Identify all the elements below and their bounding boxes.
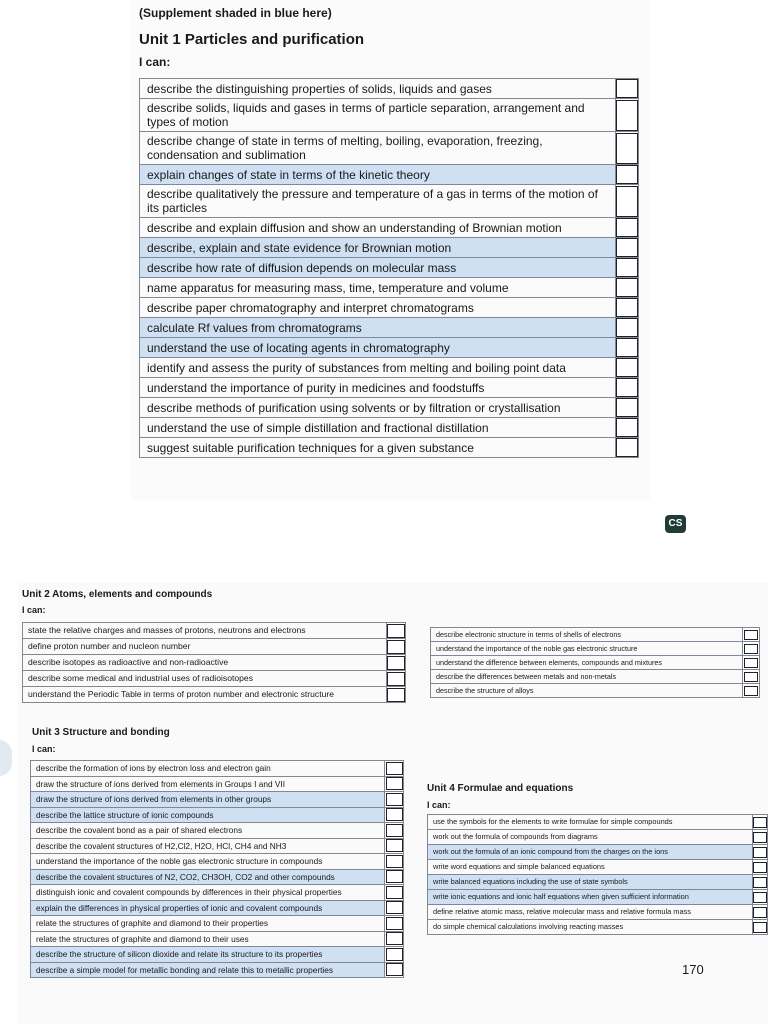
checklist-item-text: explain changes of state in terms of the kinetic theory [140,165,616,185]
tick-box[interactable] [386,932,403,945]
tick-box[interactable] [616,133,638,164]
checklist-row [31,823,404,839]
checklist-row [23,671,406,687]
checklist-box-cell [387,687,406,703]
tick-box[interactable] [387,656,405,670]
checklist-row [23,655,406,671]
tick-box[interactable] [744,630,758,640]
checklist-item-text: draw the structure of ions derived from elements in Groups I and VII [31,776,385,792]
tick-box[interactable] [744,686,758,696]
tick-box[interactable] [616,238,638,257]
tick-box[interactable] [744,658,758,668]
checklist-box-cell [385,869,404,885]
checklist-item-text: state the relative charges and masses of protons, neutrons and electrons [23,623,387,639]
tick-box[interactable] [386,948,403,961]
checklist-item-text: describe electronic structure in terms of shells of electrons [431,628,743,642]
checklist-box-cell [616,418,639,438]
checklist-row [23,639,406,655]
checklist-row [140,418,639,438]
checklist-item-text: relate the structures of graphite and diamond to their uses [31,931,385,947]
tick-box[interactable] [386,793,403,806]
checklist-row [140,358,639,378]
checklist-box-cell [387,655,406,671]
checklist-item-text: distinguish ionic and covalent compounds by differences in their physical properties [31,885,385,901]
checklist-item-text: write ionic equations and ionic half equations when given sufficient information [428,890,753,905]
checklist-box-cell [743,684,760,698]
checklist-row [140,132,639,165]
tick-box[interactable] [387,688,405,702]
checklist-item-text: understand the importance of the noble gas electronic structure [431,642,743,656]
tick-box[interactable] [744,644,758,654]
unit3-title: Unit 3 Structure and bonding [32,727,170,738]
checklist-item-text: name apparatus for measuring mass, time, temperature and volume [140,278,616,298]
tick-box[interactable] [616,318,638,337]
checklist-box-cell [616,438,639,458]
checklist-row [431,670,760,684]
checklist-item-text: understand the importance of the noble gas electronic structure in compounds [31,854,385,870]
checklist-row [140,338,639,358]
checklist-item-text: understand the importance of purity in medicines and foodstuffs [140,378,616,398]
unit1-checklist [139,78,639,458]
checklist-row [431,642,760,656]
unit3-checklist [30,760,404,978]
unit2-checklist-continued [430,627,760,698]
checklist-row [140,185,639,218]
checklist-row [140,238,639,258]
checklist-box-cell [387,639,406,655]
checklist-box-cell [616,165,639,185]
checklist-item-text: describe methods of purification using solvents or by filtration or crystallisation [140,398,616,418]
checklist-box-cell [743,628,760,642]
checklist-item-text: describe a simple model for metallic bonding and relate this to metallic properties [31,962,385,978]
checklist-row [140,298,639,318]
checklist-item-text: use the symbols for the elements to write formulae for simple compounds [428,815,753,830]
checklist-box-cell [385,962,404,978]
checklist-item-text: describe, explain and state evidence for Brownian motion [140,238,616,258]
checklist-item-text: describe the covalent structures of N2, CO2, CH3OH, CO2 and other compounds [31,869,385,885]
checklist-item-text: describe solids, liquids and gases in terms of particle separation, arrangement and types of motion [140,99,616,132]
checklist-box-cell [616,218,639,238]
tick-box[interactable] [386,901,403,914]
checklist-row [140,258,639,278]
unit2-checklist [22,622,406,703]
checklist-row [431,628,760,642]
checklist-item-text: describe how rate of diffusion depends on molecular mass [140,258,616,278]
checklist-item-text: understand the Periodic Table in terms of proton number and electronic structure [23,687,387,703]
tick-box[interactable] [616,378,638,397]
tick-box[interactable] [616,358,638,377]
tick-box[interactable] [616,218,638,237]
checklist-row [140,79,639,99]
tick-box[interactable] [387,672,405,686]
checklist-item-text: describe the formation of ions by electron loss and electron gain [31,761,385,777]
checklist-item-text: draw the structure of ions derived from elements in other groups [31,792,385,808]
checklist-box-cell [385,947,404,963]
tick-box[interactable] [386,808,403,821]
checklist-box-cell [385,823,404,839]
tick-box[interactable] [616,338,638,357]
checklist-row [140,278,639,298]
checklist-item-text: write balanced equations including the use of state symbols [428,875,753,890]
tick-box[interactable] [386,855,403,868]
checklist-item-text: describe the covalent bond as a pair of shared electrons [31,823,385,839]
checklist-box-cell [616,185,639,218]
checklist-row [428,815,768,830]
checklist-item-text: describe qualitatively the pressure and temperature of a gas in terms of the motion of its particles [140,185,616,218]
tick-box[interactable] [753,907,767,918]
checklist-row [31,792,404,808]
checklist-box-cell [753,875,768,890]
checklist-item-text: describe isotopes as radioactive and non-radioactive [23,655,387,671]
checklist-box-cell [753,830,768,845]
checklist-item-text: describe change of state in terms of melting, boiling, evaporation, freezing, condensation and sublimation [140,132,616,165]
tick-box[interactable] [386,777,403,790]
checklist-item-text: understand the use of locating agents in chromatography [140,338,616,358]
page-edge-tab [0,740,12,776]
checklist-row [31,931,404,947]
checklist-row [31,854,404,870]
checklist-item-text: understand the difference between elements, compounds and mixtures [431,656,743,670]
checklist-box-cell [385,792,404,808]
checklist-row [31,869,404,885]
tick-box[interactable] [386,886,403,899]
checklist-item-text: identify and assess the purity of substances from melting and boiling point data [140,358,616,378]
unit4-title: Unit 4 Formulae and equations [427,783,574,794]
tick-box[interactable] [386,762,403,775]
checklist-box-cell [616,258,639,278]
checklist-row [140,165,639,185]
checklist-box-cell [616,79,639,99]
checklist-item-text: describe the structure of alloys [431,684,743,698]
tick-box[interactable] [616,165,638,184]
checklist-box-cell [385,916,404,932]
checklist-row [31,947,404,963]
tick-box[interactable] [616,100,638,131]
checklist-row [31,885,404,901]
checklist-box-cell [753,845,768,860]
unit3-i-can: I can: [32,744,56,754]
checklist-item-text: describe some medical and industrial uses of radioisotopes [23,671,387,687]
checklist-box-cell [616,358,639,378]
checklist-row [31,761,404,777]
checklist-row [140,398,639,418]
tick-box[interactable] [616,278,638,297]
tick-box[interactable] [616,398,638,417]
checklist-row [428,860,768,875]
tick-box[interactable] [616,186,638,217]
tick-box[interactable] [616,79,638,98]
checklist-item-text: work out the formula of compounds from diagrams [428,830,753,845]
tick-box[interactable] [753,892,767,903]
cs-badge-icon: CS [665,515,686,533]
checklist-box-cell [385,807,404,823]
checklist-row [31,900,404,916]
checklist-item-text: describe paper chromatography and interpret chromatograms [140,298,616,318]
unit1-title: Unit 1 Particles and purification [139,31,365,48]
checklist-row [31,776,404,792]
checklist-row [428,830,768,845]
checklist-box-cell [385,931,404,947]
tick-box[interactable] [616,258,638,277]
tick-box[interactable] [616,438,638,457]
checklist-box-cell [616,398,639,418]
tick-box[interactable] [753,862,767,873]
checklist-row [140,218,639,238]
checklist-row [31,962,404,978]
checklist-item-text: describe the lattice structure of ionic compounds [31,807,385,823]
checklist-row [431,684,760,698]
checklist-item-text: describe the covalent structures of H2,Cl2, H2O, HCl, CH4 and NH3 [31,838,385,854]
checklist-box-cell [385,854,404,870]
checklist-row [31,916,404,932]
unit4-checklist [427,814,768,935]
checklist-row [31,807,404,823]
checklist-box-cell [385,838,404,854]
checklist-box-cell [385,761,404,777]
checklist-box-cell [387,623,406,639]
supplement-note: (Supplement shaded in blue here) [139,6,332,20]
tick-box[interactable] [753,847,767,858]
checklist-box-cell [616,278,639,298]
tick-box[interactable] [386,824,403,837]
checklist-box-cell [385,900,404,916]
tick-box[interactable] [753,922,767,933]
tick-box[interactable] [616,418,638,437]
checklist-box-cell [753,890,768,905]
checklist-item-text: describe the structure of silicon dioxide and relate its structure to its properties [31,947,385,963]
checklist-item-text: define proton number and nucleon number [23,639,387,655]
checklist-row [31,838,404,854]
checklist-row [428,890,768,905]
checklist-box-cell [753,920,768,935]
checklist-row [140,378,639,398]
tick-box[interactable] [387,624,405,638]
checklist-item-text: define relative atomic mass, relative molecular mass and relative formula mass [428,905,753,920]
tick-box[interactable] [386,963,403,976]
checklist-box-cell [616,238,639,258]
checklist-box-cell [616,378,639,398]
checklist-item-text: suggest suitable purification techniques for a given substance [140,438,616,458]
checklist-row [428,905,768,920]
checklist-box-cell [743,656,760,670]
checklist-row [140,318,639,338]
page-number: 170 [682,962,704,977]
checklist-box-cell [616,298,639,318]
tick-box[interactable] [744,672,758,682]
checklist-box-cell [616,338,639,358]
checklist-row [140,99,639,132]
unit1-i-can: I can: [139,55,171,69]
checklist-item-text: understand the use of simple distillation and fractional distillation [140,418,616,438]
checklist-box-cell [753,860,768,875]
tick-box[interactable] [753,877,767,888]
checklist-item-text: write word equations and simple balanced equations [428,860,753,875]
checklist-box-cell [743,670,760,684]
tick-box[interactable] [386,839,403,852]
tick-box[interactable] [753,817,767,828]
checklist-box-cell [387,671,406,687]
checklist-box-cell [616,318,639,338]
checklist-item-text: work out the formula of an ionic compound from the charges on the ions [428,845,753,860]
checklist-item-text: describe the differences between metals and non-metals [431,670,743,684]
checklist-box-cell [753,905,768,920]
checklist-row [140,438,639,458]
unit4-i-can: I can: [427,800,451,810]
checklist-box-cell [743,642,760,656]
checklist-box-cell [616,132,639,165]
checklist-item-text: describe and explain diffusion and show an understanding of Brownian motion [140,218,616,238]
checklist-row [428,845,768,860]
checklist-item-text: explain the differences in physical properties of ionic and covalent compounds [31,900,385,916]
tick-box[interactable] [387,640,405,654]
checklist-item-text: do simple chemical calculations involving reacting masses [428,920,753,935]
checklist-row [428,920,768,935]
checklist-row [23,687,406,703]
tick-box[interactable] [386,870,403,883]
unit2-title: Unit 2 Atoms, elements and compounds [22,589,213,600]
tick-box[interactable] [753,832,767,843]
checklist-row [431,656,760,670]
checklist-box-cell [385,776,404,792]
tick-box[interactable] [386,917,403,930]
unit2-i-can: I can: [22,605,46,615]
checklist-row [428,875,768,890]
checklist-item-text: describe the distinguishing properties of solids, liquids and gases [140,79,616,99]
checklist-box-cell [616,99,639,132]
checklist-row [23,623,406,639]
checklist-item-text: relate the structures of graphite and diamond to their properties [31,916,385,932]
checklist-box-cell [753,815,768,830]
checklist-item-text: calculate Rf values from chromatograms [140,318,616,338]
checklist-box-cell [385,885,404,901]
tick-box[interactable] [616,298,638,317]
